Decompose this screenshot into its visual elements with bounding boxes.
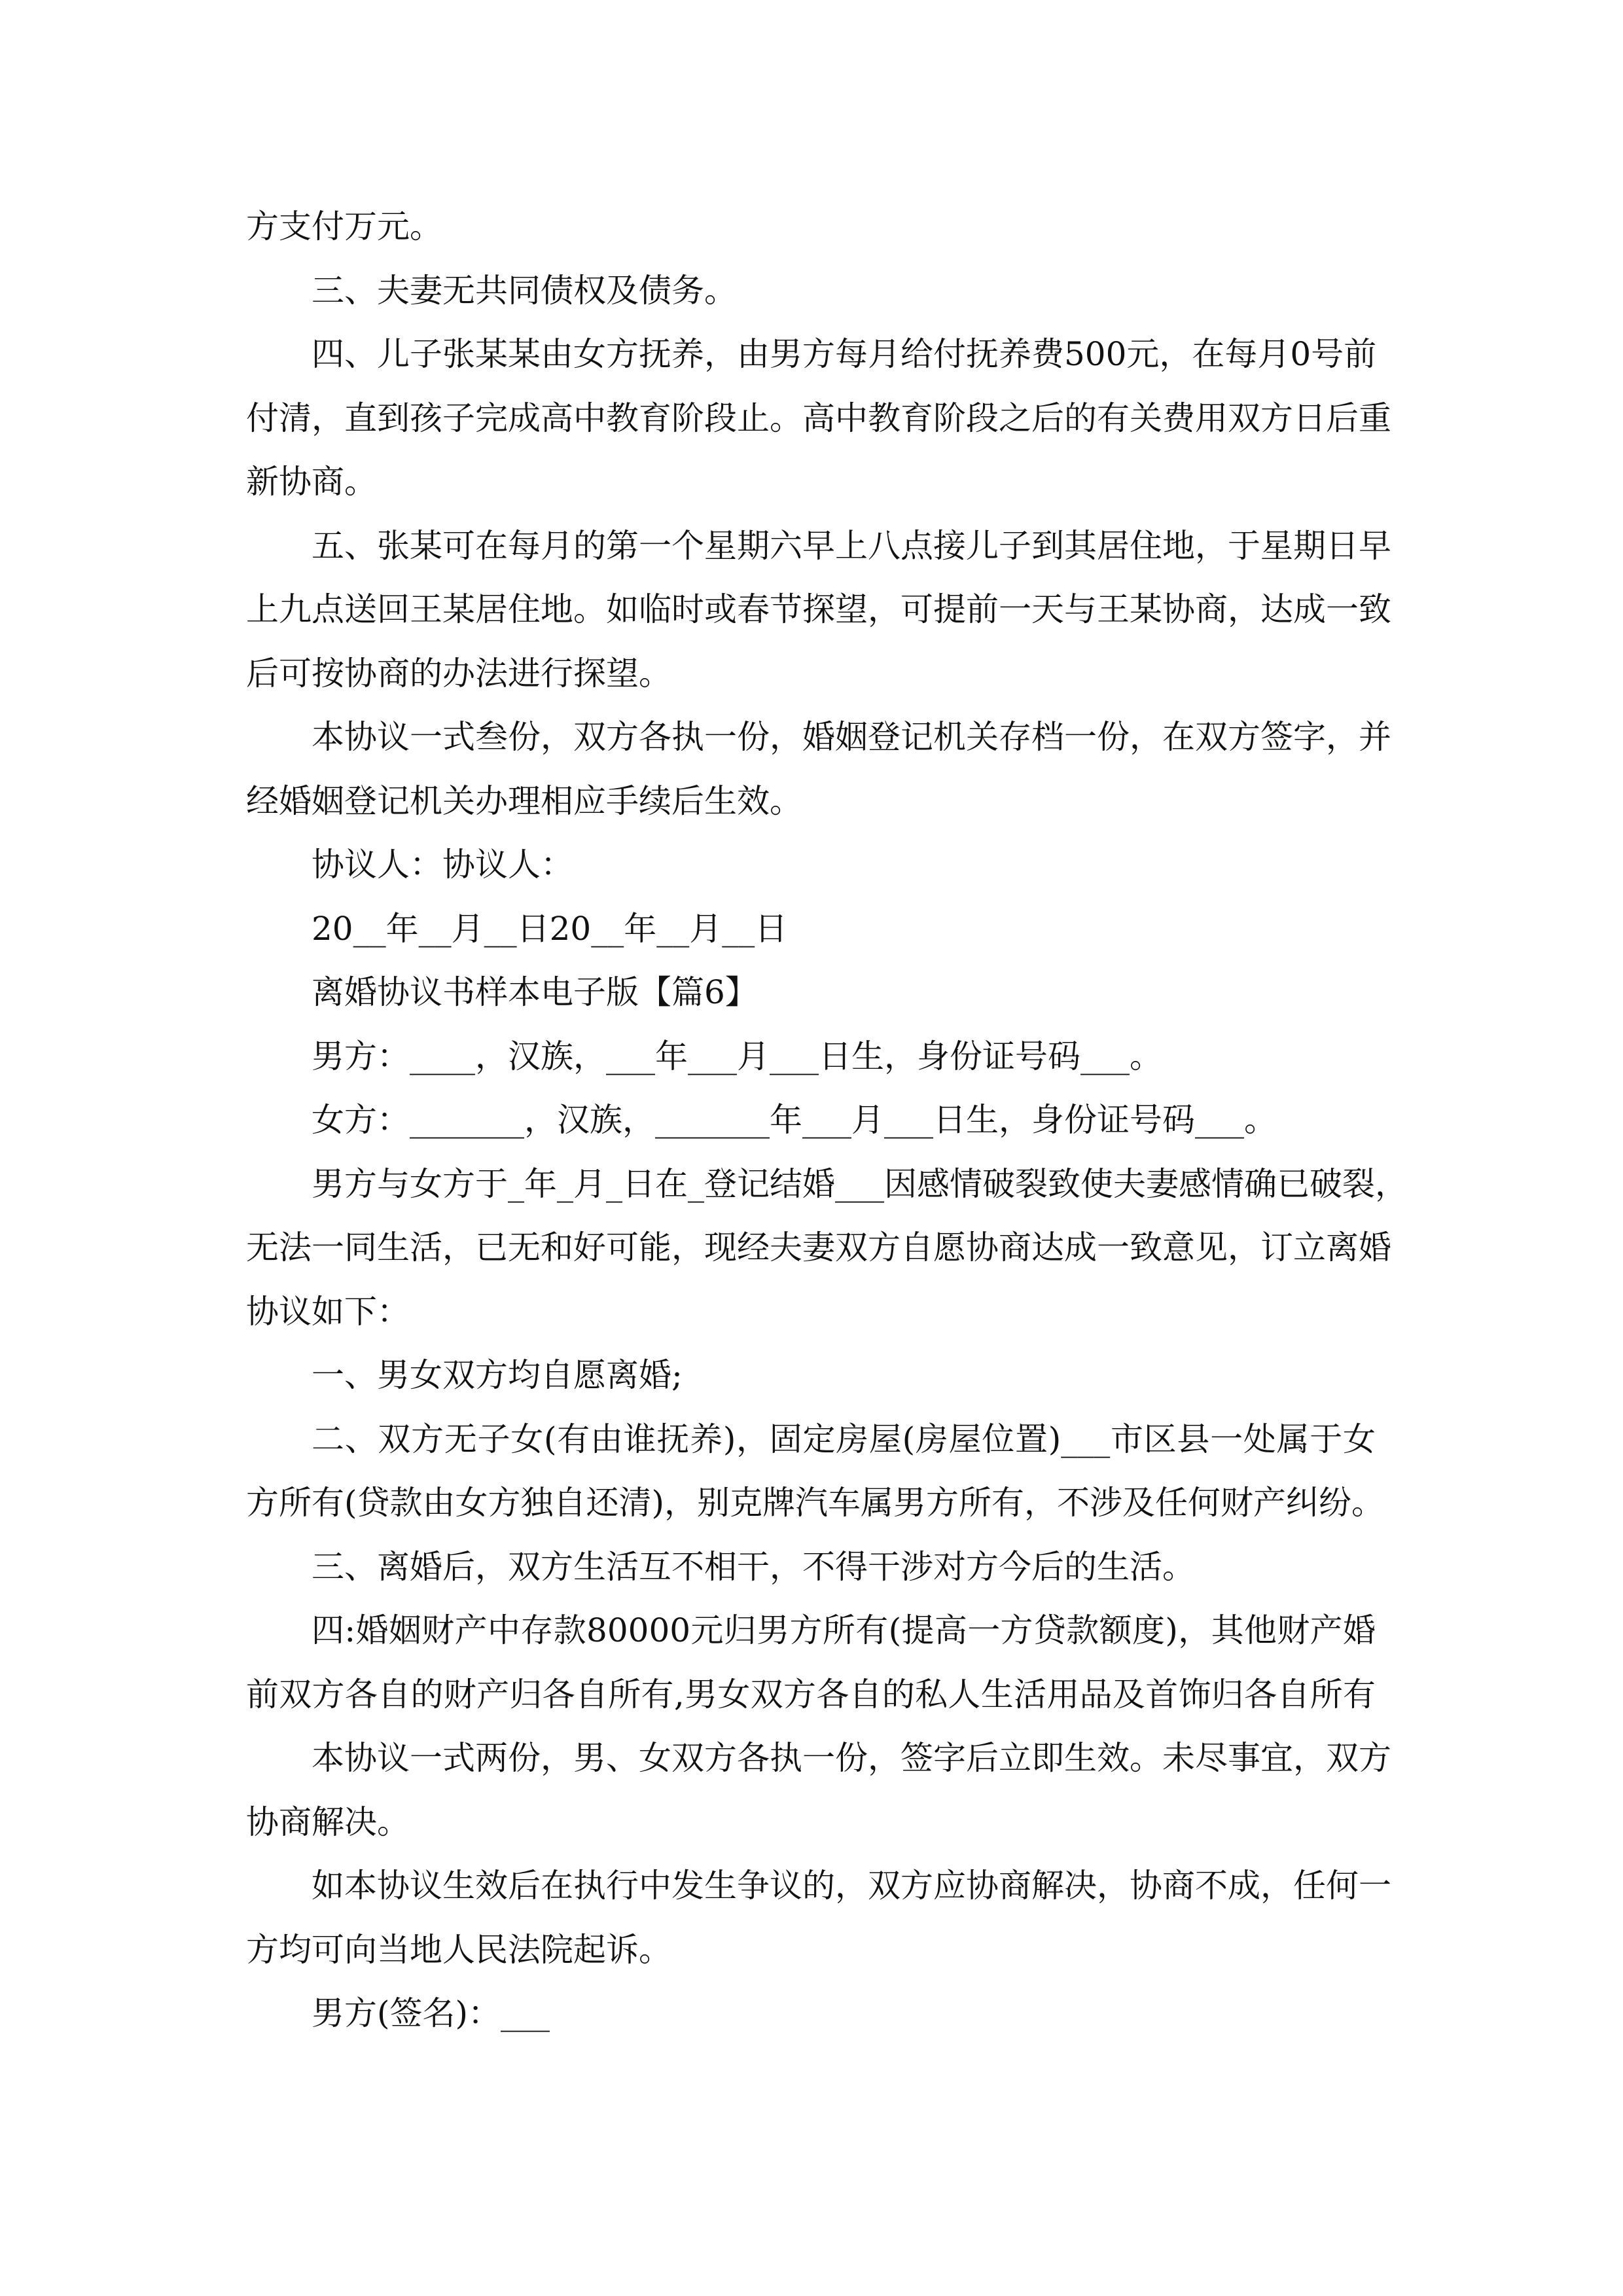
clause-three-line: 三、离婚后，双方生活互不相干，不得干涉对方今后的生活。 xyxy=(312,1547,1195,1586)
text-line: 方均可向当地人民法院起诉。 xyxy=(246,1930,671,1969)
agreement-copies-line: 本协议一式两份，男、女双方各执一份，签字后立即生效。未尽事宜，双方 xyxy=(312,1739,1391,1777)
clause-four-line: 四:婚姻财产中存款80000元归男方所有(提高一方贷款额度)，其他财产婚 xyxy=(312,1611,1376,1649)
document-body xyxy=(246,195,1408,2046)
signatories-line: 协议人：协议人： xyxy=(312,846,573,884)
clause-two-line: 二、双方无子女(有由谁抚养)，固定房屋(房屋位置)___市区县一处属于女 xyxy=(312,1420,1376,1458)
preamble-line: 男方与女方于_年_月_日在_登记结婚___因感情破裂致使夫妻感情确已破裂， xyxy=(312,1164,1408,1203)
section-heading: 离婚协议书样本电子版【篇6】 xyxy=(312,973,758,1011)
dispute-line: 如本协议生效后在执行中发生争议的，双方应协商解决，协商不成，任何一 xyxy=(312,1867,1391,1905)
text-line: 无法一同生活，已无和好可能，现经夫妻双方自愿协商达成一致意见，订立离婚 xyxy=(246,1229,1391,1266)
date-line: 20__年__月__日20__年__月__日 xyxy=(312,909,788,948)
text-line: 方支付万元。 xyxy=(246,207,442,245)
clause-three-line: 三、夫妻无共同债权及债务。 xyxy=(312,271,737,310)
clause-one-line: 一、男女双方均自愿离婚; xyxy=(312,1356,683,1394)
text-line: 上九点送回王某居住地。如临时或春节探望，可提前一天与王某协商，达成一致 xyxy=(246,590,1391,628)
agreement-copies-line: 本协议一式叁份，双方各执一份，婚姻登记机关存档一份，在双方签字，并 xyxy=(312,718,1391,756)
text-line: 后可按协商的办法进行探望。 xyxy=(246,654,671,692)
male-signature-line: 男方(签名)：___ xyxy=(312,1994,550,2032)
text-line: 前双方各自的财产归各自所有,男女双方各自的私人生活用品及首饰归各自所有 xyxy=(246,1675,1376,1713)
female-party-line: 女方：_______，汉族，_______年___月___日生，身份证号码___。 xyxy=(312,1101,1277,1139)
text-line: 协议如下： xyxy=(246,1292,410,1331)
text-line: 方所有(贷款由女方独自还清)，别克牌汽车属男方所有，不涉及任何财产纠纷。 xyxy=(246,1484,1385,1522)
text-line: 新协商。 xyxy=(246,463,377,501)
male-party-line: 男方：____，汉族，___年___月___日生，身份证号码___。 xyxy=(312,1037,1162,1075)
text-line: 付清，直到孩子完成高中教育阶段止。高中教育阶段之后的有关费用双方日后重 xyxy=(246,399,1391,437)
text-line: 协商解决。 xyxy=(246,1803,410,1841)
clause-four-line: 四、儿子张某某由女方抚养，由男方每月给付抚养费500元，在每月0号前 xyxy=(312,335,1377,373)
clause-five-line: 五、张某可在每月的第一个星期六早上八点接儿子到其居住地，于星期日早 xyxy=(312,526,1391,565)
text-line: 经婚姻登记机关办理相应手续后生效。 xyxy=(246,781,802,820)
